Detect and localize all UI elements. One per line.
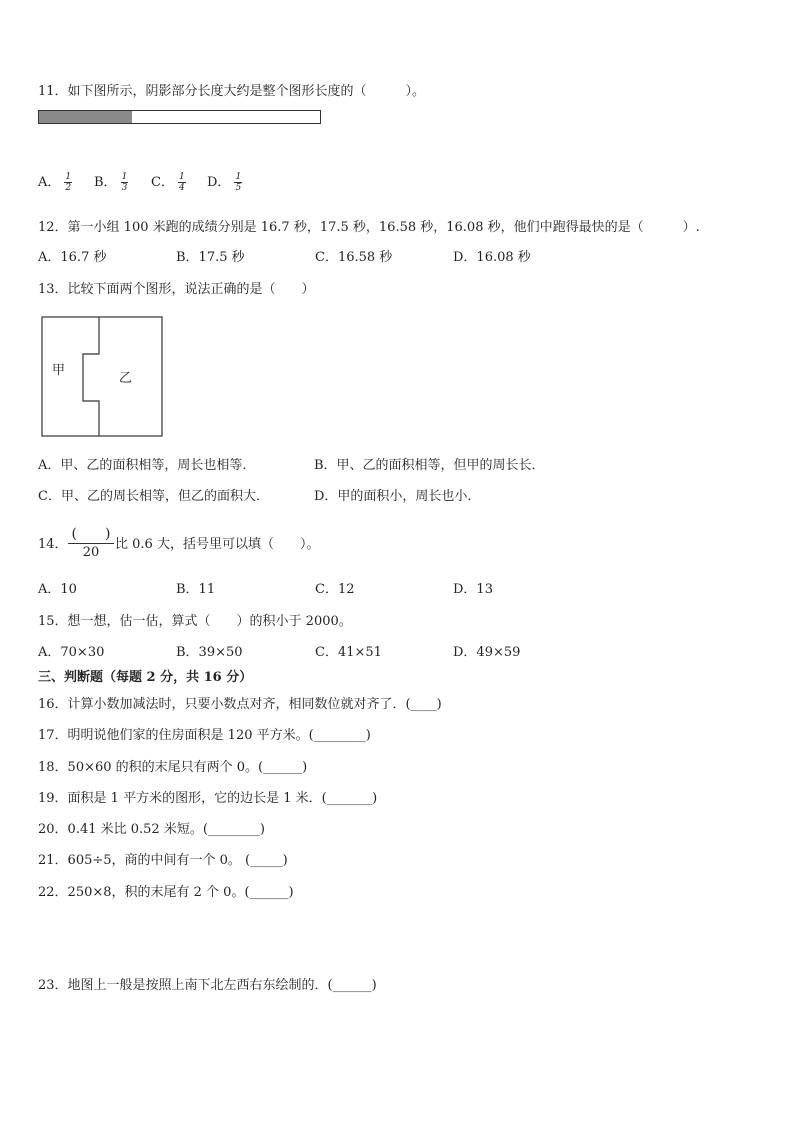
q15-option-a: A．70×30: [38, 645, 105, 660]
question-12-text: 12．第一小组 100 米跑的成绩分别是 16.7 秒，17.5 秒，16.58 秒，16.08 秒，他们中跑得最快的是（ ）.: [38, 220, 700, 235]
q14-option-d: D．13: [453, 582, 493, 597]
q14-option-c: C．12: [315, 582, 355, 597]
question-19-text: 19．面积是 1 平方米的图形，它的边长是 1 米．(_______): [38, 791, 378, 806]
question-17-text: 17．明明说他们家的住房面积是 120 平方米。(________): [38, 728, 371, 743]
q13-option-d: D．甲的面积小，周长也小．: [314, 489, 481, 504]
shape-comparison-figure: [41, 316, 163, 438]
question-14-text: 比 0.6 大，括号里可以填（ ）。: [115, 537, 320, 552]
q13-option-c: C．甲、乙的周长相等，但乙的面积大．: [38, 489, 269, 504]
q11-option-c: C． $\frac{1}{4}$: [151, 172, 185, 193]
section-3-heading: 三、判断题（每题 2 分，共 16 分）: [38, 670, 253, 685]
q12-option-a: A．16.7 秒: [38, 250, 107, 265]
question-22-text: 22．250×8，积的末尾有 2 个 0。(______): [38, 885, 294, 900]
q15-option-c: C．41×51: [315, 645, 382, 660]
q12-option-b: B．17.5 秒: [176, 250, 245, 265]
question-14-fraction: ( ) 20: [68, 525, 114, 562]
length-bar-figure: [38, 110, 321, 124]
q12-option-c: C．16.58 秒: [315, 250, 393, 265]
question-14-prefix: 14．: [38, 537, 68, 552]
q13-option-b: B．甲、乙的面积相等，但甲的周长长．: [314, 458, 545, 473]
q14-option-a: A．10: [38, 582, 77, 597]
q12-option-d: D．16.08 秒: [453, 250, 531, 265]
question-20-text: 20．0.41 米比 0.52 米短。(________): [38, 822, 265, 837]
question-13-text: 13．比较下面两个图形，说法正确的是（ ）: [38, 282, 315, 297]
q15-option-d: D．49×59: [453, 645, 521, 660]
q15-option-b: B．39×50: [176, 645, 243, 660]
q11-option-d: D． $\frac{1}{5}$: [207, 172, 242, 193]
question-15-text: 15．想一想，估一估，算式（ ）的积小于 2000。: [38, 614, 352, 629]
label-jia: 甲: [52, 363, 66, 378]
label-yi: 乙: [119, 371, 133, 386]
question-21-text: 21．605÷5，商的中间有一个 0。 (_____): [38, 853, 288, 868]
q11-option-b: B． $\frac{1}{3}$: [94, 172, 128, 193]
question-23-text: 23．地图上一般是按照上南下北左西右东绘制的．(______): [38, 978, 377, 993]
q14-option-b: B．11: [176, 582, 216, 597]
question-18-text: 18．50×60 的积的末尾只有两个 0。(______): [38, 760, 308, 775]
question-11-text: 11．如下图所示，阴影部分长度大约是整个图形长度的（ ）。: [38, 84, 426, 99]
shaded-portion: [39, 111, 132, 123]
question-16-text: 16．计算小数加减法时，只要小数点对齐，相同数位就对齐了．(____): [38, 697, 442, 712]
q13-option-a: A．甲、乙的面积相等，周长也相等．: [38, 458, 256, 473]
q11-option-a: A． $\frac{1}{2}$: [38, 172, 72, 193]
